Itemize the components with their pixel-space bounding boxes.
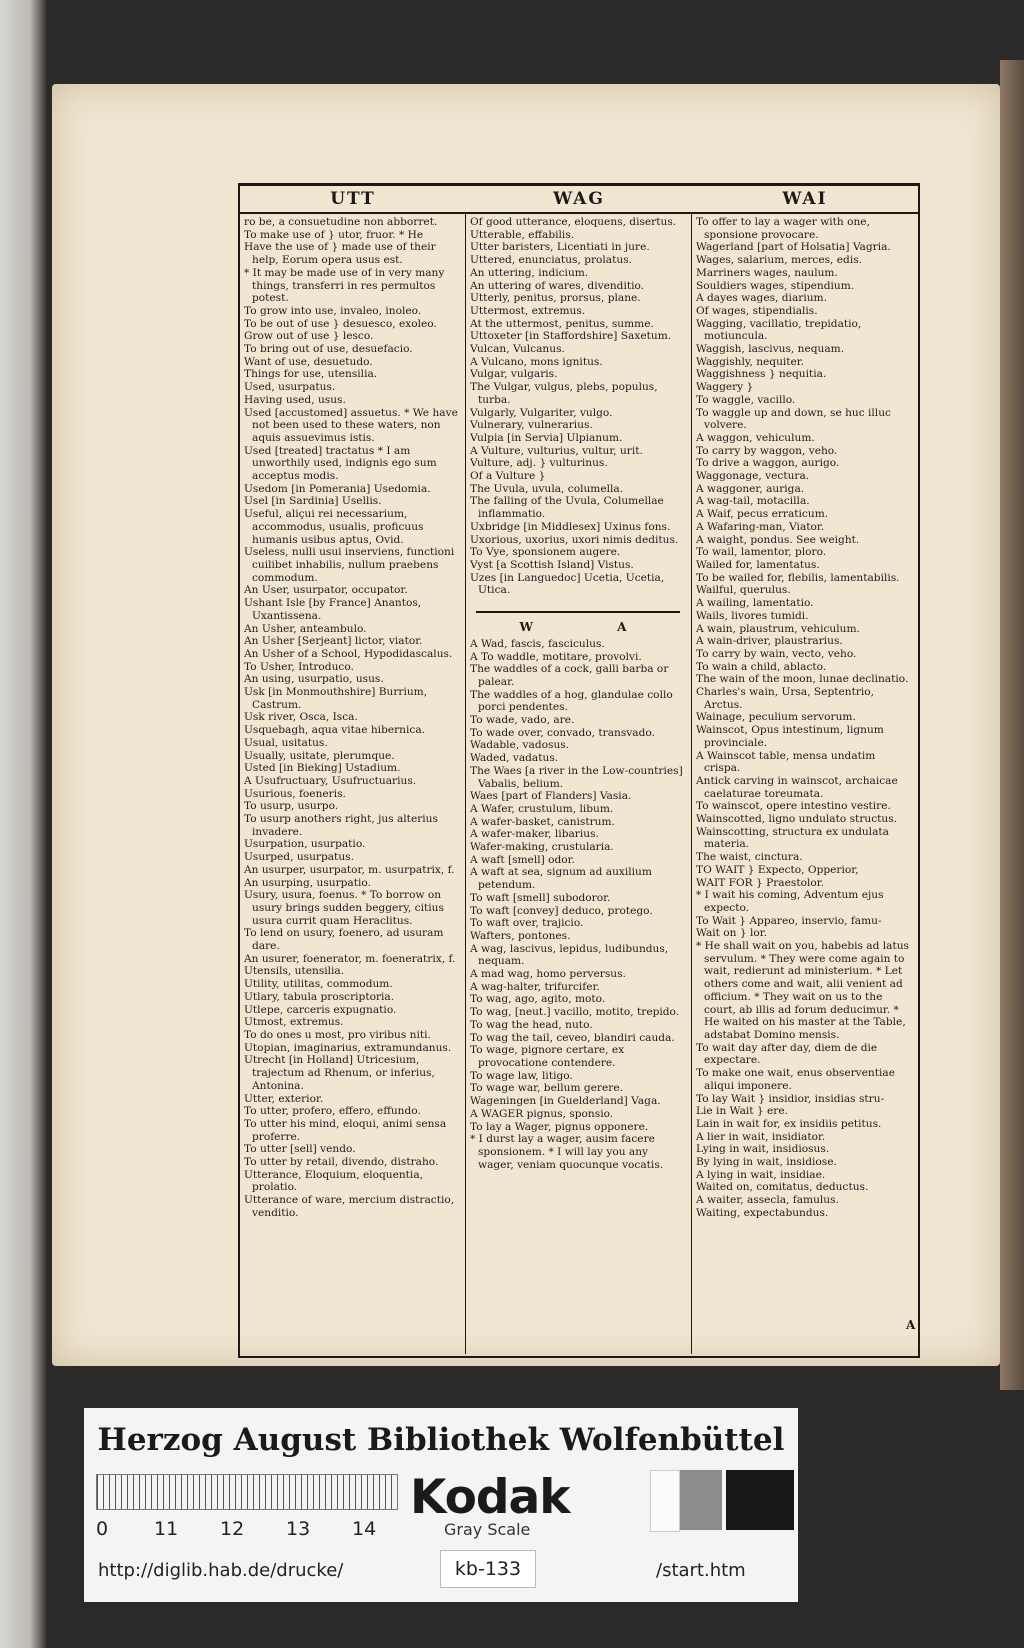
kodak-logo: Kodak xyxy=(410,1470,570,1525)
ruler-numbers xyxy=(96,1518,396,1540)
dictionary-entry: Vulnerary, vulnerarius. xyxy=(470,419,593,432)
dictionary-entry: A Wad, fascis, fasciculus. xyxy=(470,637,605,650)
dictionary-entry: Waggish, lascivus, nequam. xyxy=(696,343,845,356)
dictionary-entry: A Wafer, crustulum, libum. xyxy=(470,802,614,815)
dictionary-entry: The Waes [a river in the Low-countries] Vabalis, belium. xyxy=(470,764,683,790)
dictionary-entry: TO WAIT } Expecto, Opperior, xyxy=(696,863,859,876)
column-wai xyxy=(696,216,912,1352)
dictionary-entry: Wainscot, Opus intestinum, lignum provinciale. xyxy=(696,724,884,749)
dictionary-entry: Souldiers wages, stipendium. xyxy=(696,279,855,292)
dictionary-entry: Utrecht [in Holland] Utricesium, trajectum ad Rhenum, or inferius, Antonina. xyxy=(244,1054,435,1092)
dictionary-entry: To wade, vado, are. xyxy=(470,714,575,727)
dictionary-entry: Vyst [a Scottish Island] Vistus. xyxy=(470,558,634,571)
dictionary-entry: An Usher [Serjeant] lictor, viator. xyxy=(244,635,423,648)
dictionary-entry: An usurer, foenerator, m. foeneratrix, f. xyxy=(244,952,456,965)
section-heading-w: W A xyxy=(519,620,667,635)
dictionary-entry: Utterable, effabilis. xyxy=(470,228,575,241)
dictionary-entry: Usel [in Sardinia] Usellis. xyxy=(244,495,382,508)
library-title: Herzog August Bibliothek Wolfenbüttel xyxy=(97,1422,785,1458)
dictionary-entry: A To waddle, motitare, provolvi. xyxy=(470,650,642,663)
dictionary-entry: To wag, ago, agito, moto. xyxy=(470,993,606,1006)
dictionary-entry: The waddles of a hog, glandulae collo porci pendentes. xyxy=(470,688,673,714)
dictionary-entry: Usk river, Osca, Isca. xyxy=(244,711,358,724)
dictionary-entry: A wag-halter, trifurcifer. xyxy=(470,980,600,993)
dictionary-entry: An Usher, anteambulo. xyxy=(244,622,367,635)
dictionary-entry: Wagerland [part of Holsatia] Vagria. xyxy=(696,241,891,254)
dictionary-entry: Waiting, expectabundus. xyxy=(696,1206,829,1219)
dictionary-entry: A wain, plaustrum, vehiculum. xyxy=(696,622,860,635)
dictionary-entry: To wag, [neut.] vacillo, motito, trepido. xyxy=(470,1006,680,1019)
dictionary-entry: A waft [smell] odor. xyxy=(470,853,575,866)
dictionary-entry: To offer to lay a wager with one, sponsione provocare. xyxy=(696,216,870,241)
dictionary-entry: Useless, nulli usui inserviens, functioni cuilibet inhabilis, nullum praebens commodum. xyxy=(244,546,455,584)
dictionary-entry: Usurious, foeneris. xyxy=(244,787,346,800)
dictionary-entry: Usurped, usurpatus. xyxy=(244,851,354,864)
dictionary-entry: A dayes wages, diarium. xyxy=(696,292,827,305)
dictionary-entry: Vulture, adj. } vulturinus. xyxy=(470,457,608,470)
dictionary-entry: Waggonage, vectura. xyxy=(696,470,810,483)
dictionary-entry: To wade over, convado, transvado. xyxy=(470,726,655,739)
dictionary-entry: * It may be made use of in very many things, transferri in res permultos potest. xyxy=(244,266,445,305)
dictionary-entry: Waded, vadatus. xyxy=(470,752,559,765)
dictionary-entry: To Wait } Appareo, inservio, famu- xyxy=(696,914,882,927)
dictionary-entry: To Usher, Introduco. xyxy=(244,660,354,673)
dictionary-entry: To wag the tail, ceveo, blandiri cauda. xyxy=(470,1031,675,1044)
ruler-number: 12 xyxy=(220,1518,245,1540)
dictionary-entry: Usedom [in Pomerania] Usedomia. xyxy=(244,482,431,495)
dictionary-entry: Vulpia [in Servia] Ulpianum. xyxy=(470,431,623,444)
dictionary-entry: Utlepe, carceris expugnatio. xyxy=(244,1003,397,1016)
gray-patch-white xyxy=(650,1470,680,1532)
dictionary-entry: To carry by waggon, veho. xyxy=(696,444,838,457)
dictionary-entry: Utmost, extremus. xyxy=(244,1016,344,1029)
dictionary-entry: To wage law, litigo. xyxy=(470,1069,573,1082)
ruler-number: 11 xyxy=(154,1518,179,1540)
dictionary-entry: To waft [smell] subodoror. xyxy=(470,891,611,904)
dictionary-entry: To bring out of use, desuefacio. xyxy=(244,343,413,356)
dictionary-entry: Uttered, enunciatus, prolatus. xyxy=(470,254,632,267)
dictionary-entry: An using, usurpatio, usus. xyxy=(244,673,384,686)
dictionary-entry: The falling of the Uvula, Columellae inflammatio. xyxy=(470,495,664,521)
dictionary-entry: An uttering, indicium. xyxy=(470,266,589,279)
dictionary-entry: To lend on usury, foenero, ad usuram dare. xyxy=(244,927,444,953)
dictionary-entry: Wainscotted, ligno undulato structus. xyxy=(696,813,898,826)
dictionary-entry: Wagging, vacillatio, trepidatio, motiuncula. xyxy=(696,317,862,343)
dictionary-entry: A Vulcano, mons ignitus. xyxy=(470,355,603,368)
dictionary-entry: Uzes [in Languedoc] Ucetia, Ucetia, Utica. xyxy=(470,571,665,597)
dictionary-entry: Wailful, querulus. xyxy=(696,584,791,597)
running-heads xyxy=(240,186,918,214)
dictionary-entry: * I durst lay a wager, ausim facere sponsionem. * I will lay you any wager, veniam quocunque vocatis. xyxy=(470,1133,664,1171)
dictionary-entry: Usually, usitate, plerumque. xyxy=(244,749,395,762)
dictionary-entry: To waggle, vacillo. xyxy=(696,393,796,406)
dictionary-entry: Grow out of use } lesco. xyxy=(244,330,374,343)
dictionary-entry: An usurping, usurpatio. xyxy=(244,876,371,889)
running-head-left: UTT xyxy=(330,189,376,209)
dictionary-entry: Wageningen [in Guelderland] Vaga. xyxy=(470,1095,661,1108)
url-suffix[interactable]: /start.htm xyxy=(656,1560,746,1581)
dictionary-entry: Wainscotting, structura ex undulata materia. xyxy=(696,825,889,851)
dictionary-entry: A waggoner, auriga. xyxy=(696,482,805,495)
dictionary-entry: An User, usurpator, occupator. xyxy=(244,584,408,597)
dictionary-entry: To wainscot, opere intestino vestire. xyxy=(696,800,891,813)
dictionary-entry: To wag the head, nuto. xyxy=(470,1018,593,1031)
dictionary-entry: Waited on, comitatus, deductus. xyxy=(696,1181,869,1194)
dictionary-entry: The waddles of a cock, galli barba or palear. xyxy=(470,663,669,688)
dictionary-entry: To waft over, trajicio. xyxy=(470,917,584,930)
dictionary-entry: Lain in wait for, ex insidiis petitus. xyxy=(696,1117,882,1130)
dictionary-entry: Uxbridge [in Middlesex] Uxinus fons. xyxy=(470,520,671,533)
entries-u-v xyxy=(470,216,686,597)
dictionary-entry: A lying in wait, insidiae. xyxy=(696,1168,826,1181)
dictionary-entry: Antick carving in wainscot, archaicae caelaturae toreumata. xyxy=(696,774,898,800)
dictionary-entry: An uttering of wares, divenditio. xyxy=(470,279,645,292)
dictionary-entry: Having used, usus. xyxy=(244,393,346,406)
dictionary-entry: A Wafaring-man, Viator. xyxy=(696,520,825,533)
dictionary-entry: A Vulture, vulturius, vultur, urit. xyxy=(470,444,643,457)
dictionary-entry: Of a Vulture } xyxy=(470,470,546,483)
dictionary-entry: Used, usurpatus. xyxy=(244,381,336,394)
dictionary-entry: To make use of } utor, fruor. * He xyxy=(244,228,424,241)
dictionary-entry: Uttoxeter [in Staffordshire] Saxetum. xyxy=(470,330,672,343)
dictionary-entry: To grow into use, invaleo, inoleo. xyxy=(244,304,422,317)
dictionary-entry: Waggishness } nequitia. xyxy=(696,368,827,381)
entries-w xyxy=(470,638,686,1172)
dictionary-entry: To usurp, usurpo. xyxy=(244,800,339,813)
book-spine xyxy=(1000,60,1024,1390)
dictionary-entry: Useful, aliçui rei necessarium, accommodus, usualis, proficuus humanis usibus aptus, Ovid. xyxy=(244,508,424,546)
url-prefix[interactable]: http://diglib.hab.de/drucke/ xyxy=(98,1560,344,1581)
dictionary-entry: Usury, usura, foenus. * To borrow on usury brings sudden beggery, citius usura currit quam Heraclitus. xyxy=(244,889,444,927)
dictionary-entry: Utterly, penitus, prorsus, plane. xyxy=(470,292,641,305)
dictionary-entry: Utter, exterior. xyxy=(244,1092,324,1105)
dictionary-entry: Wafters, pontones. xyxy=(470,929,571,942)
dictionary-entry: A wafer-maker, libarius. xyxy=(470,828,599,841)
gray-patch-dark xyxy=(726,1470,794,1530)
dictionary-entry: The wain of the moon, lunae declinatio. xyxy=(696,673,909,686)
dictionary-entry: A WAGER pignus, sponsio. xyxy=(470,1107,614,1120)
dictionary-entry: A waiter, assecla, famulus. xyxy=(696,1194,839,1207)
dictionary-entry: A Waif, pecus erraticum. xyxy=(696,508,829,521)
dictionary-entry: To wain a child, ablacto. xyxy=(696,660,827,673)
dictionary-entry: A Wainscot table, mensa undatim crispa. xyxy=(696,749,876,775)
dictionary-entry: A wag-tail, motacilla. xyxy=(696,495,810,508)
dictionary-entry: Of wages, stipendialis. xyxy=(696,304,818,317)
dictionary-entry: To make one wait, enus observentiae aliqui imponere. xyxy=(696,1067,895,1092)
dictionary-entry: Of good utterance, eloquens, disertus. xyxy=(470,216,677,228)
dictionary-entry: To wage, pignore certare, ex provocatione contendere. xyxy=(470,1044,625,1069)
dictionary-entry: A wag, lascivus, lepidus, ludibundus, nequam. xyxy=(470,942,669,968)
dictionary-entry: An usurper, usurpator, m. usurpatrix, f. xyxy=(244,863,455,876)
dictionary-entry: To lay Wait } insidior, insidias stru- xyxy=(696,1092,885,1105)
dictionary-entry: The Vulgar, vulgus, plebs, populus, turba. xyxy=(470,381,658,406)
dictionary-entry: Wails, livores tumidi. xyxy=(696,609,809,622)
dictionary-entry: A lier in wait, insidiator. xyxy=(696,1130,826,1143)
dictionary-entry: ro be, a consuetudine non abborret. xyxy=(244,216,438,228)
dictionary-entry: To wait day after day, diem de die expectare. xyxy=(696,1041,878,1067)
dictionary-entry: Uxorious, uxorius, uxori nimis deditus. xyxy=(470,533,679,546)
dictionary-entry: Utensils, utensilia. xyxy=(244,965,345,978)
dictionary-entry: To wage war, bellum gerere. xyxy=(470,1082,623,1095)
dictionary-entry: To carry by wain, vecto, veho. xyxy=(696,647,857,660)
dictionary-entry: Wadable, vadosus. xyxy=(470,739,570,752)
section-rule xyxy=(476,611,680,613)
dictionary-entry: Uttermost, extremus. xyxy=(470,304,586,317)
dictionary-entry: Ushant Isle [by France] Anantos, Uxantissena. xyxy=(244,597,422,622)
dictionary-entry: The Uvula, uvula, columella. xyxy=(470,482,624,495)
dictionary-entry: A Usufructuary, Usufructuarius. xyxy=(244,774,417,787)
dictionary-entry: Used [accustomed] assuetus. * We have not been used to these waters, non aquis assuevimus istis. xyxy=(244,406,458,444)
dictionary-entry: Utter baristers, Licentiati in jure. xyxy=(470,241,650,254)
dictionary-entry: A waft at sea, signum ad auxilium petendum. xyxy=(470,866,652,892)
dictionary-entry: Usurpation, usurpatio. xyxy=(244,838,366,851)
dictionary-entry: * I wait his coming, Adventum ejus expecto. xyxy=(696,889,884,914)
dictionary-entry: At the uttermost, penitus, summe. xyxy=(470,317,654,330)
ruler-number: 14 xyxy=(352,1518,377,1540)
dictionary-entry: Want of use, desuetudo. xyxy=(244,355,373,368)
dictionary-entry: WAIT FOR } Praestolor. xyxy=(696,876,824,889)
dictionary-entry: A waight, pondus. See weight. xyxy=(696,533,860,546)
dictionary-entry: Lying in wait, insidiosus. xyxy=(696,1143,830,1156)
color-target-card xyxy=(84,1408,798,1602)
column-rule-2 xyxy=(691,212,692,1354)
dictionary-entry: Usted [in Bieking] Ustadium. xyxy=(244,762,401,775)
scale-ruler xyxy=(96,1474,398,1510)
shelfmark-code: kb-133 xyxy=(440,1550,536,1588)
dictionary-entry: A wafer-basket, canistrum. xyxy=(470,815,615,828)
dictionary-entry: Have the use of } made use of their help, Eorum opera usus est. xyxy=(244,241,436,267)
column-wag xyxy=(470,216,686,1352)
dictionary-entry: Wait on } lor. xyxy=(696,927,768,940)
dictionary-entry: Wages, salarium, merces, edis. xyxy=(696,254,863,267)
dictionary-entry: Marriners wages, naulum. xyxy=(696,266,838,279)
dictionary-entry: A wain-driver, plaustrarius. xyxy=(696,635,843,648)
dictionary-entry: To waggle up and down, se huc illuc volvere. xyxy=(696,406,891,432)
dictionary-entry: To utter his mind, eloqui, animi sensa proferre. xyxy=(244,1117,447,1143)
dictionary-entry: To do ones u most, pro viribus niti. xyxy=(244,1029,431,1041)
ruler-number: 13 xyxy=(286,1518,311,1540)
dictionary-entry: Utterance of ware, mercium distractio, venditio. xyxy=(244,1194,455,1219)
dictionary-entry: To be wailed for, flebilis, lamentabilis. xyxy=(696,571,900,584)
dictionary-entry: To utter by retail, divendo, distraho. xyxy=(244,1156,439,1169)
dictionary-entry: Utopian, imaginarius, extramundanus. xyxy=(244,1041,452,1054)
dictionary-entry: Usquebagh, aqua vitae hibernica. xyxy=(244,724,426,737)
dictionary-entry: Used [treated] tractatus * I am unworthily used, indignis ego sum acceptus modis. xyxy=(244,444,437,483)
dictionary-entry: Utterance, Eloquium, eloquentia, prolatio. xyxy=(244,1168,424,1194)
dictionary-entry: To drive a waggon, aurigo. xyxy=(696,457,840,470)
dictionary-entry: A mad wag, homo perversus. xyxy=(470,968,626,981)
catchword: A xyxy=(906,1318,916,1332)
running-head-center: WAG xyxy=(553,189,605,209)
gray-patch-mid xyxy=(680,1470,722,1530)
dictionary-entry: Waggery } xyxy=(696,381,754,394)
dictionary-entry: Lie in Wait } ere. xyxy=(696,1105,789,1118)
running-head-right: WAI xyxy=(782,189,828,209)
gray-scale-label: Gray Scale xyxy=(444,1520,531,1539)
dictionary-entry: Usual, usitatus. xyxy=(244,736,328,749)
dictionary-entry: Waggishly, nequiter. xyxy=(696,355,805,368)
dictionary-entry: A wailing, lamentatio. xyxy=(696,597,814,610)
ruler-number: 0 xyxy=(96,1518,109,1540)
dictionary-frame xyxy=(238,183,920,1358)
dictionary-entry: Vulgarly, Vulgariter, vulgo. xyxy=(470,406,613,419)
dictionary-entry: Utility, utilitas, commodum. xyxy=(244,978,393,991)
dictionary-entry: An Usher of a School, Hypodidascalus. xyxy=(244,647,453,660)
dictionary-entry: Wainage, peculium servorum. xyxy=(696,711,856,724)
dictionary-entry: Utlary, tabula proscriptoria. xyxy=(244,990,395,1003)
dictionary-entry: A waggon, vehiculum. xyxy=(696,431,815,444)
column-rule-1 xyxy=(465,212,466,1354)
dictionary-entry: To wail, lamentor, ploro. xyxy=(696,546,827,559)
dictionary-entry: Wafer-making, crustularia. xyxy=(470,841,614,854)
dictionary-entry: To waft [convey] deduco, protego. xyxy=(470,904,653,917)
dictionary-entry: Vulgar, vulgaris. xyxy=(470,368,558,381)
dictionary-entry: Usk [in Monmouthshire] Burrium, Castrum. xyxy=(244,686,428,711)
dictionary-entry: Vulcan, Vulcanus. xyxy=(470,343,565,356)
dictionary-entry: The waist, cinctura. xyxy=(696,851,803,864)
scan-edge xyxy=(0,0,46,1648)
column-utt xyxy=(244,216,460,1352)
dictionary-entry: To be out of use } desuesco, exoleo. xyxy=(244,317,437,330)
dictionary-entry: To utter [sell] vendo. xyxy=(244,1143,356,1156)
dictionary-entry: Wailed for, lamentatus. xyxy=(696,558,820,571)
dictionary-entry: By lying in wait, insidiose. xyxy=(696,1156,837,1169)
dictionary-entry: To utter, profero, effero, effundo. xyxy=(244,1105,421,1118)
dictionary-entry: Things for use, utensilia. xyxy=(244,368,378,381)
dictionary-entry: * He shall wait on you, habebis ad latus servulum. * They were come again to wait, redierunt ad ministerium. * Let others come and wait, alii venient ad officium. * They wait on us to the court, ab illis ad forum deducimur. * He waited on his master at the Table, adstabat Domino mensis. xyxy=(696,940,909,1041)
dictionary-entry: To usurp anothers right, jus alterius invadere. xyxy=(244,813,438,838)
dictionary-entry: To lay a Wager, pignus opponere. xyxy=(470,1120,649,1133)
dictionary-entry: Charles's wain, Ursa, Septentrio, Arctus. xyxy=(696,686,875,711)
dictionary-entry: To Vye, sponsionem augere. xyxy=(470,546,621,559)
dictionary-entry: Waes [part of Flanders] Vasia. xyxy=(470,790,632,803)
